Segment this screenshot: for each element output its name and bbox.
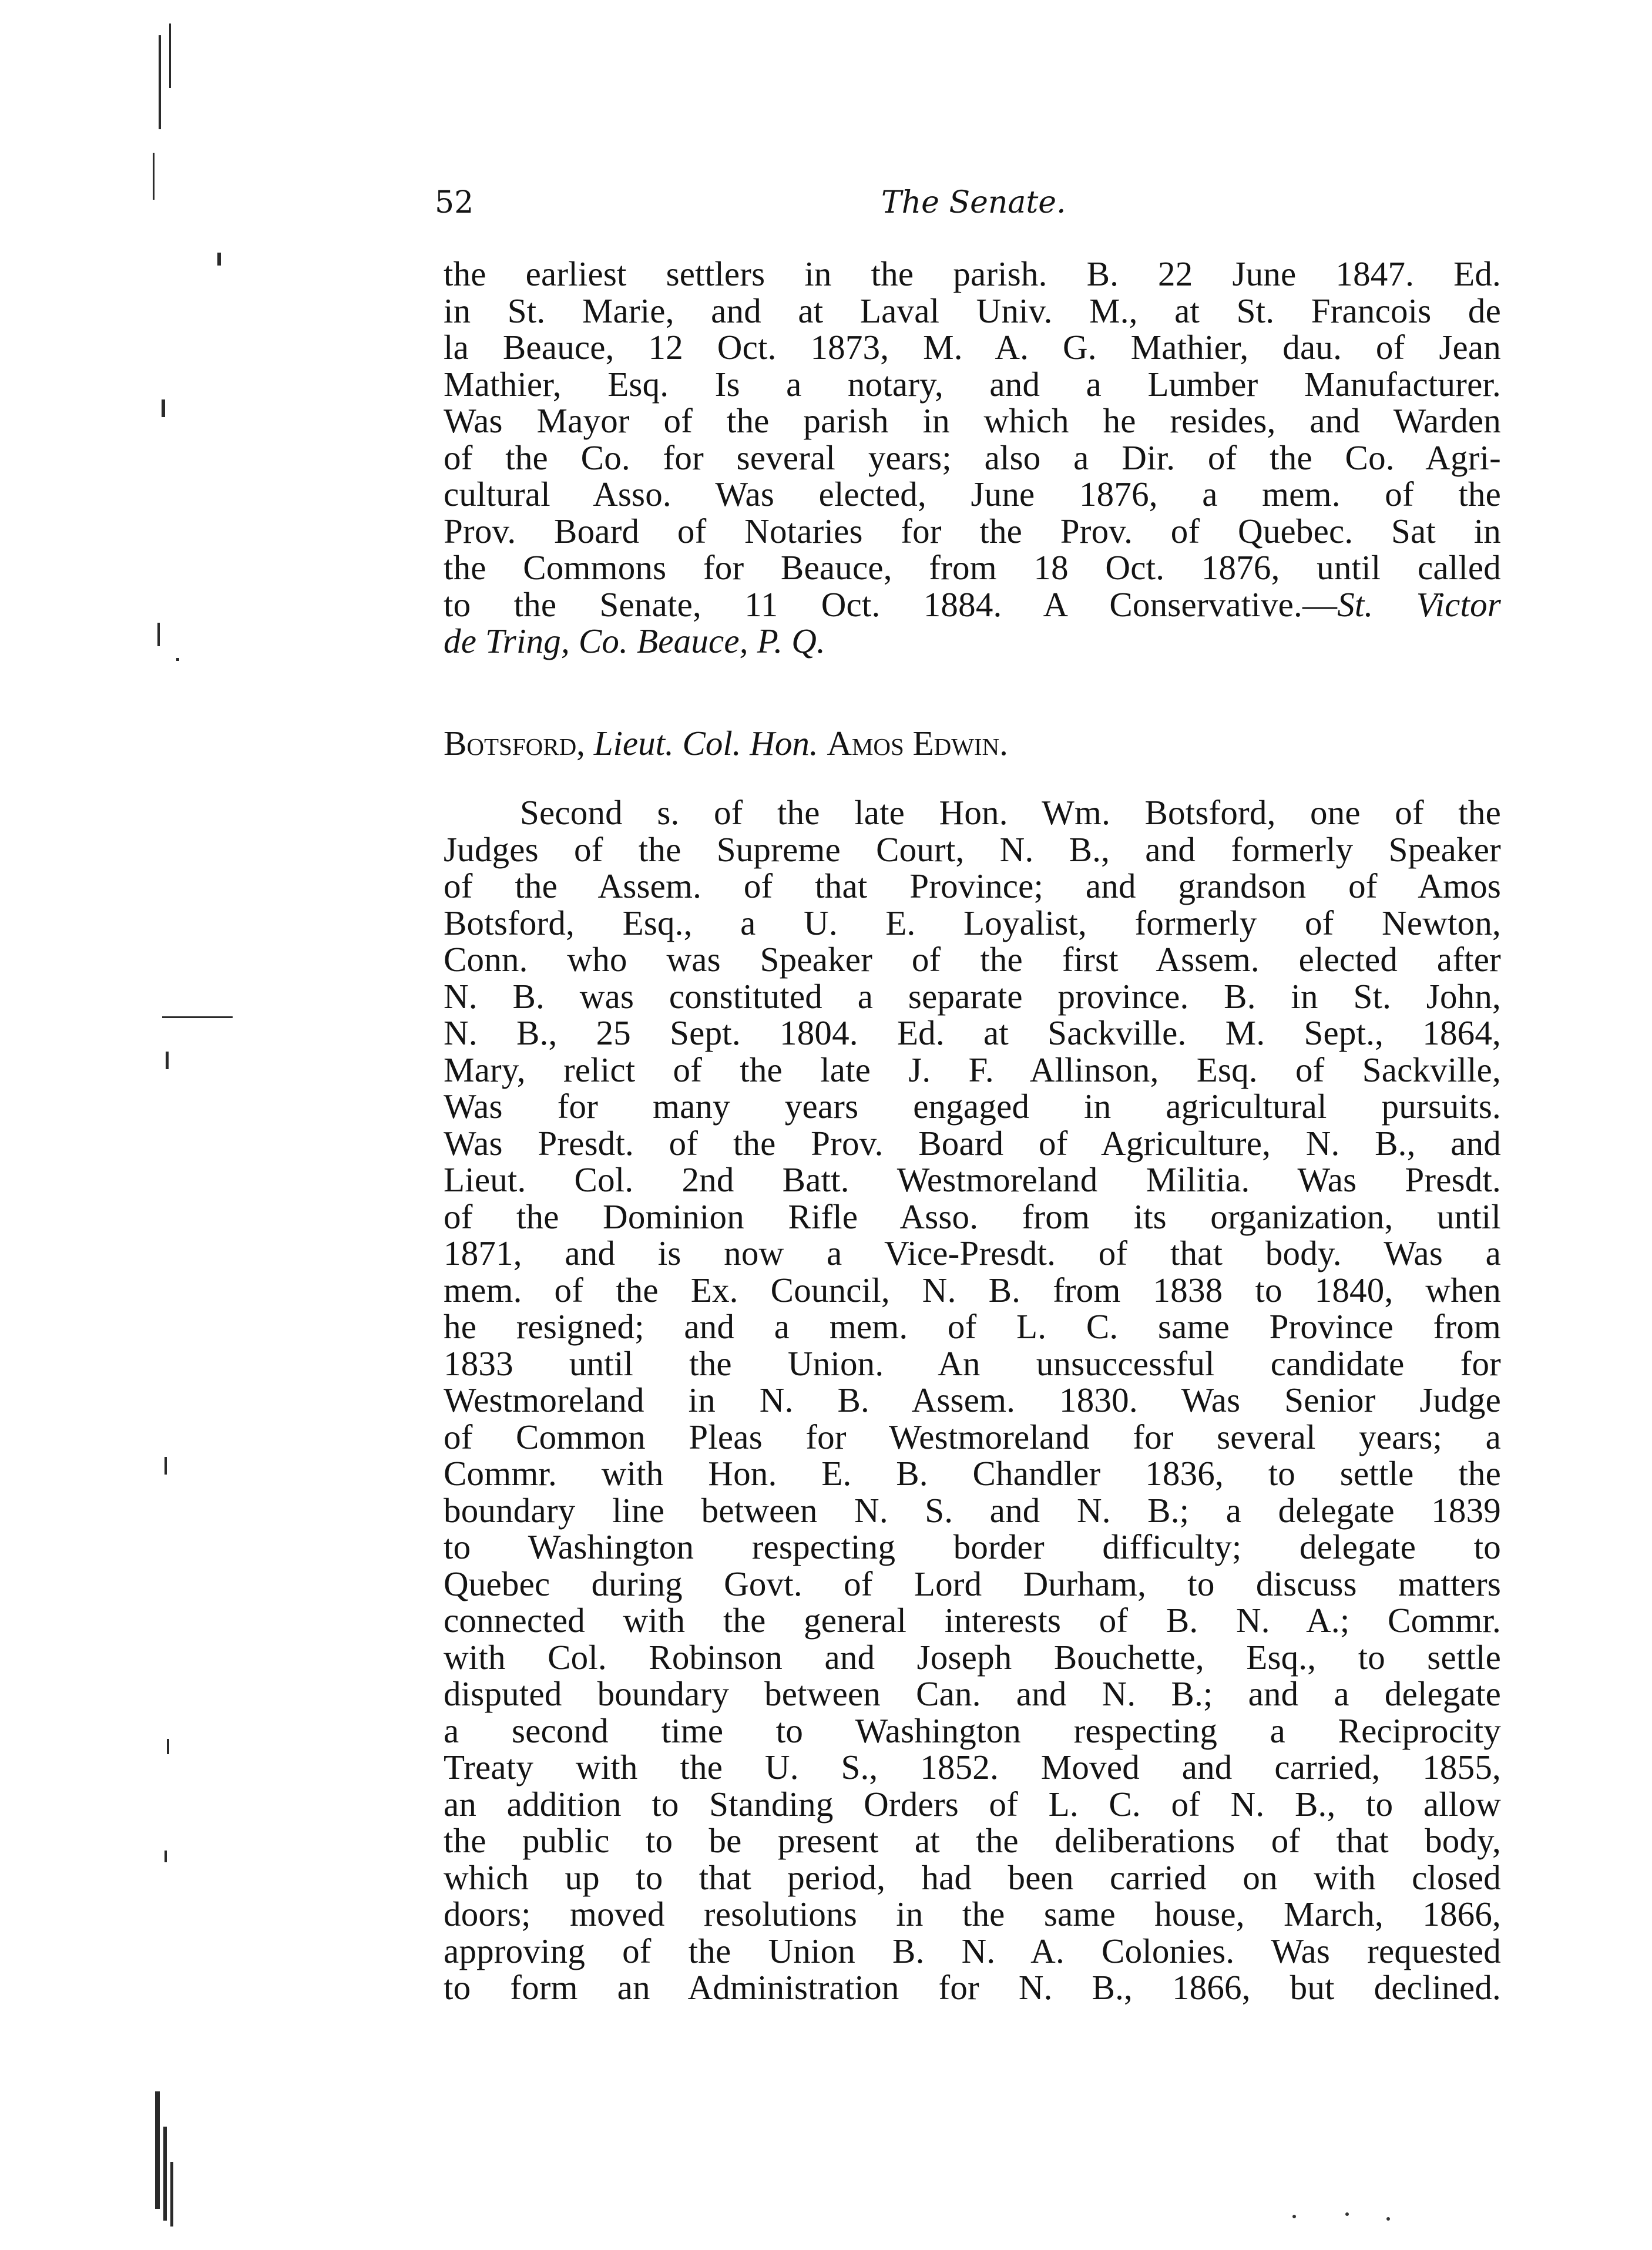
text-line: the earliest settlers in the parish. B. 22 June 1847. Ed.: [444, 254, 1501, 293]
text-line: Mathier, Esq. Is a notary, and a Lumber Manufacturer.: [444, 364, 1501, 404]
text-line: [444, 586, 1501, 623]
text-line: N. B. was constituted a separate province. B. in St. John,: [444, 976, 1501, 1016]
text-line: Was for many years engaged in agricultural pursuits.: [444, 1087, 1501, 1126]
text-line: Mary, relict of the late J. F. Allinson, Esq. of Sackville,: [444, 1050, 1501, 1089]
text-line: N. B., 25 Sept. 1804. Ed. at Sackville. M. Sept., 1864,: [444, 1013, 1501, 1052]
entry-heading: [444, 723, 1501, 764]
page-number: 52: [435, 185, 474, 220]
text-line: Quebec during Govt. of Lord Durham, to discuss matters: [444, 1564, 1501, 1603]
text-line: the public to be present at the deliberations of that body,: [444, 1821, 1501, 1860]
text-line: Prov. Board of Notaries for the Prov. of Quebec. Sat in: [444, 511, 1501, 550]
text-line: an addition to Standing Orders of L. C. of N. B., to allow: [444, 1784, 1501, 1823]
text-line: Commr. with Hon. E. B. Chandler 1836, to settle the: [444, 1454, 1501, 1493]
text-line: a second time to Washington respecting a Reciprocity: [444, 1711, 1501, 1750]
residence-line: de Tring, Co. Beauce, P. Q.: [444, 622, 825, 660]
text-line: 1833 until the Union. An unsuccessful candidate for: [444, 1344, 1501, 1383]
text-line: with Col. Robinson and Joseph Bouchette, Esq., to settle: [444, 1637, 1501, 1677]
text-line: connected with the general interests of B. N. A.; Commr.: [444, 1601, 1501, 1640]
text-line: of the Assem. of that Province; and grandson of Amos: [444, 867, 1501, 905]
text-line: to Washington respecting border difficulty; delegate to: [444, 1527, 1501, 1566]
text-line: of the Dominion Rifle Asso. from its organization, until: [444, 1197, 1501, 1236]
text-line: disputed boundary between Can. and N. B.; and a delegate: [444, 1674, 1501, 1713]
text-line: in St. Marie, and at Laval Univ. M., at St. Francois de: [444, 291, 1501, 330]
text-line: Treaty with the U. S., 1852. Moved and carried, 1855,: [444, 1748, 1501, 1786]
text-line: Was Presdt. of the Prov. Board of Agriculture, N. B., and: [444, 1123, 1501, 1163]
scan-specks: [1292, 2209, 1586, 2232]
text-line: Second s. of the late Hon. Wm. Botsford, one of the: [520, 793, 1501, 832]
text-line: Lieut. Col. 2nd Batt. Westmoreland Militia. Was Presdt.: [444, 1160, 1501, 1199]
text-line: mem. of the Ex. Council, N. B. from 1838 to 1840, when: [444, 1270, 1501, 1309]
entry-surname: Botsford,: [444, 724, 585, 763]
text-line: the Commons for Beauce, from 18 Oct. 1876, until called: [444, 548, 1501, 587]
text-line: Westmoreland in N. B. Assem. 1830. Was Senior Judge: [444, 1381, 1501, 1419]
text-line: Judges of the Supreme Court, N. B., and formerly Speaker: [444, 830, 1501, 869]
text-line: approving of the Union B. N. A. Colonies. Was requested: [444, 1931, 1501, 1970]
entry-rank: Lieut. Col. Hon.: [593, 724, 818, 763]
text-line: doors; moved resolutions in the same house, March, 1866,: [444, 1895, 1501, 1933]
text-line: Was Mayor of the parish in which he resides, and Warden: [444, 401, 1501, 440]
page-header: [435, 176, 1504, 229]
text-line: Conn. who was Speaker of the first Assem. elected after: [444, 940, 1501, 979]
running-head: The Senate.: [881, 185, 1066, 220]
text-line: boundary line between N. S. and N. B.; a delegate 1839: [444, 1490, 1501, 1530]
text-line: of the Co. for several years; also a Dir. of the Co. Agri-: [444, 438, 1501, 477]
residence-italic: St. Victor: [1337, 585, 1501, 624]
entry-given-names: Amos Edwin.: [827, 724, 1008, 763]
text-line: which up to that period, had been carried on with closed: [444, 1858, 1501, 1897]
text-line: he resigned; and a mem. of L. C. same Province from: [444, 1307, 1501, 1346]
text-line: of Common Pleas for Westmoreland for several years; a: [444, 1417, 1501, 1456]
continuation-paragraph: [444, 256, 1501, 660]
biography-paragraph: [444, 794, 1501, 2006]
text-line: 1871, and is now a Vice-Presdt. of that body. Was a: [444, 1234, 1501, 1272]
text-line: la Beauce, 12 Oct. 1873, M. A. G. Mathier, dau. of Jean: [444, 328, 1501, 367]
text-line: cultural Asso. Was elected, June 1876, a mem. of the: [444, 475, 1501, 513]
text-line: Botsford, Esq., a U. E. Loyalist, formerly of Newton,: [444, 903, 1501, 942]
text-line: to form an Administration for N. B., 1866, but declined.: [444, 1968, 1501, 2007]
text-line-plain: to the Senate, 11 Oct. 1884. A Conservative.—: [444, 585, 1338, 624]
scan-edge-artifacts: [141, 0, 235, 2250]
